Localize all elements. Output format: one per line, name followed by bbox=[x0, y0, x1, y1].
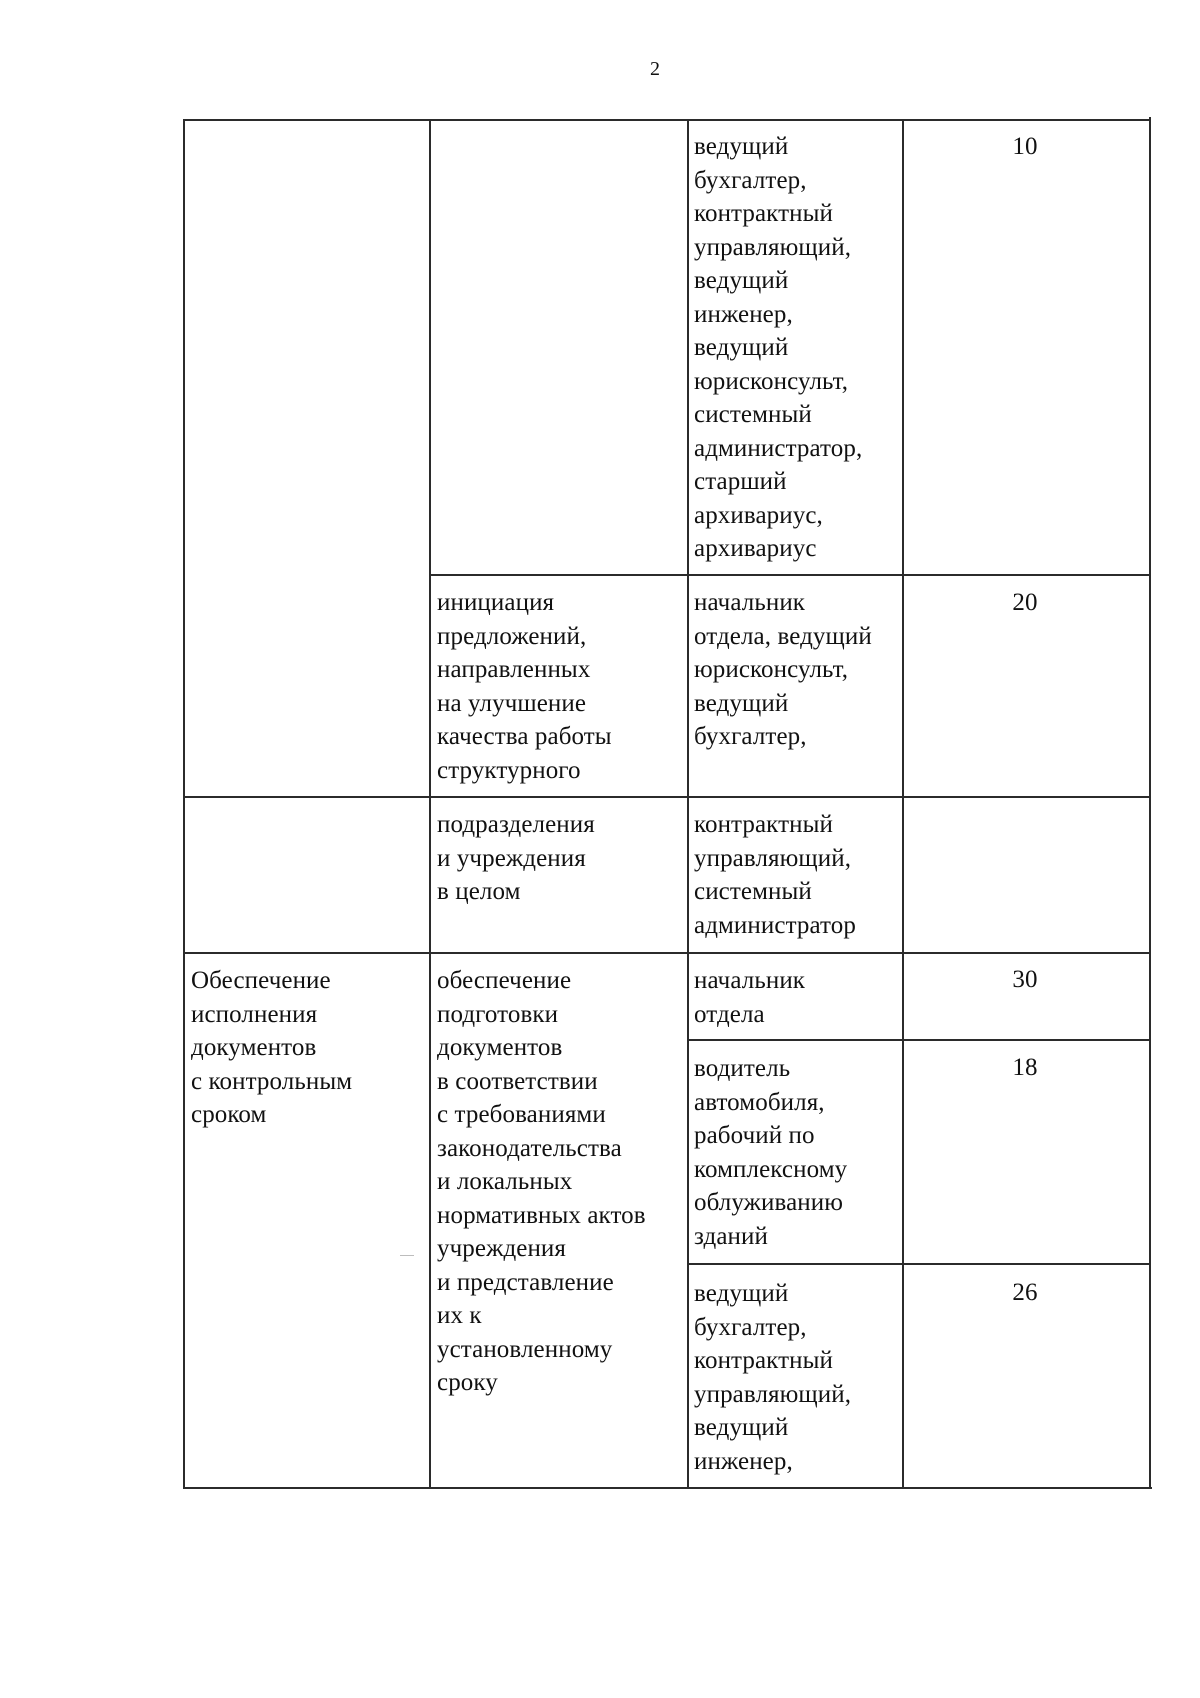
activity-cell: обеспечение подготовки документов в соответствии с требованиями законодательства и локальных нормативных актов учреждения и представление их к установленному сроку bbox=[437, 967, 646, 1396]
table-border-right bbox=[1149, 117, 1151, 1489]
criterion-cell: Обеспечение исполнения документов с контрольным сроком bbox=[191, 967, 353, 1128]
positions-cell: ведущий бухгалтер, контрактный управляющий, ведущий инженер, bbox=[694, 1280, 852, 1475]
column-divider bbox=[902, 119, 904, 1489]
page-number: 2 bbox=[650, 58, 660, 80]
scan-mark bbox=[400, 1255, 414, 1256]
row-divider bbox=[688, 1263, 1151, 1265]
activity-cell: инициация предложений, направленных на улучшение качества работы структурного bbox=[437, 589, 612, 784]
row-divider bbox=[183, 952, 1151, 954]
positions-cell: ведущий бухгалтер, контрактный управляющий, ведущий инженер, ведущий юрисконсульт, системный администратор, старший архивариус, архивариус bbox=[694, 133, 863, 562]
score-cell: 20 bbox=[1012, 589, 1038, 616]
row-divider bbox=[183, 796, 1151, 798]
score-cell: 30 bbox=[1012, 966, 1038, 993]
positions-cell: водитель автомобиля, рабочий по комплексному облуживанию зданий bbox=[694, 1055, 848, 1250]
table-border-top bbox=[183, 119, 1151, 121]
positions-cell: контрактный управляющий, системный администратор bbox=[694, 811, 856, 939]
positions-cell: начальник отдела, ведущий юрисконсульт, ведущий бухгалтер, bbox=[694, 589, 872, 750]
positions-cell: начальник отдела bbox=[694, 967, 806, 1028]
table-border-left bbox=[183, 119, 185, 1489]
activity-cell: подразделения и учреждения в целом bbox=[437, 811, 595, 905]
column-divider bbox=[429, 119, 431, 1489]
score-cell: 26 bbox=[1012, 1279, 1038, 1306]
score-cell: 10 bbox=[1012, 133, 1038, 160]
score-cell: 18 bbox=[1012, 1054, 1038, 1081]
table-border-bottom bbox=[183, 1487, 1152, 1489]
column-divider bbox=[687, 119, 689, 1489]
row-divider bbox=[688, 1039, 1151, 1041]
row-divider bbox=[430, 574, 1151, 576]
